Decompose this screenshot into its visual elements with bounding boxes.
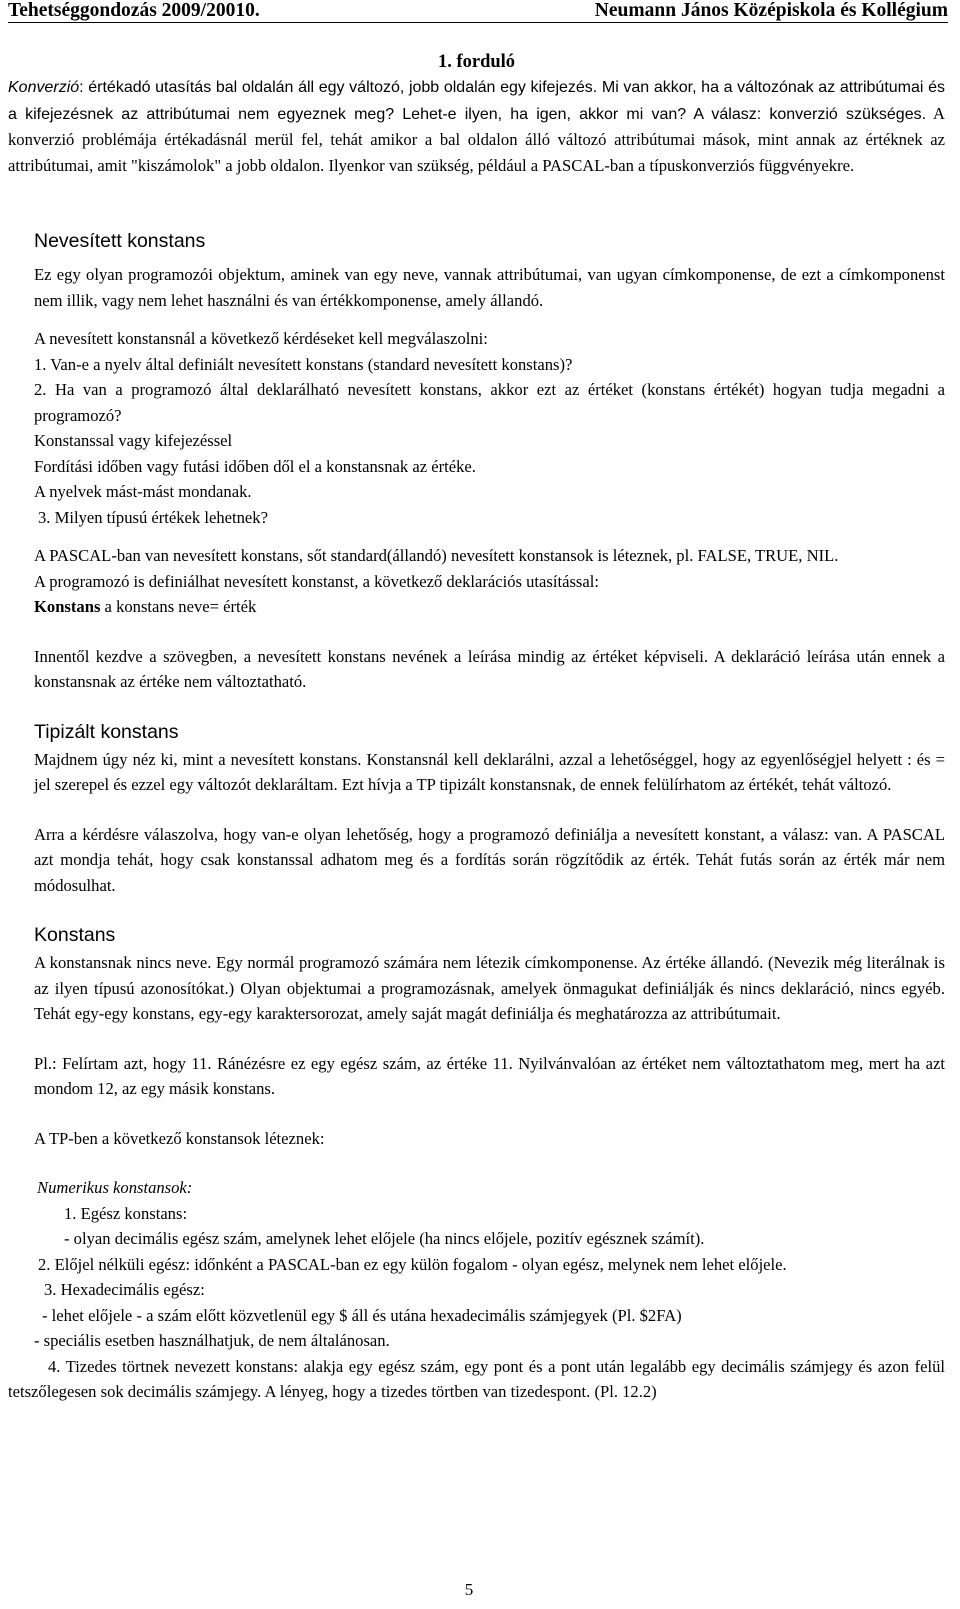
numeric-item-4: 4. Tizedes törtnek nevezett konstans: alakja egy egész szám, egy pont és a pont után legalább egy decimális számjegy és azon felül tetszőlegesen sok decimális számjegy. A lényeg, hogy a tizedes törtben van tizedespont. (Pl. 12.2) [8,1356,945,1401]
intro-paragraph [8,74,945,178]
named-constant-usage: Innentől kezdve a szövegben, a nevesített konstans nevének a leírása mindig az értéket képviseli. A deklaráció leírása után ennek a konstansnak az értéke nem változtatható. [34,646,945,691]
tp-constants-intro: A TP-ben a következő konstansok léteznek: [34,1128,325,1148]
pascal-named-constants: A PASCAL-ban van nevesített konstans, sőt standard(állandó) nevesített konstansok is léteznek, pl. FALSE, TRUE, NIL. [34,546,839,565]
intro-sans-text: : értékadó utasítás bal oldalán áll egy változó, jobb oldalán egy kifejezés. Mi van akkor, ha a változónak az attribútumai és a kifejezésnek az attribútumai nem egyeznek meg? Lehet-e ilyen, ha igen, akkor mi van? A válasz: konverzió szükséges. [8,79,945,123]
numeric-item-3-detail-1: - lehet előjele - a szám előtt közvetlenül egy $ áll és utána hexadecimális számjegyek (Pl. $2FA) [42,1305,682,1325]
page-number: 5 [464,1580,474,1599]
round-title: 1. forduló [437,52,516,72]
numeric-constants-title: Numerikus konstansok: [37,1178,193,1197]
numeric-item-1: 1. Egész konstans: [64,1203,188,1223]
section-heading-named-constant: Nevesített konstans [34,230,206,252]
answer-2-line-2: Fordítási időben vagy futási időben dől el a konstansnak az értéke. [34,456,476,476]
declaration-syntax [8,594,945,620]
numeric-item-3-detail-2: - speciális esetben használhatjuk, de nem általánosan. [34,1331,390,1350]
section-heading-typed-constant: Tipizált konstans [34,720,179,743]
question-3: 3. Milyen típusú értékek lehetnek? [38,507,268,527]
question-1: 1. Van-e a nyelv által definiált nevesített konstans (standard nevesített konstans)? [34,354,573,374]
header-left: Tehetséggondozás 2009/20010. [8,0,260,21]
page-header [8,0,948,23]
declaration-intro: A programozó is definiálhat nevesített konstanst, a következő deklarációs utasítással: [34,571,599,591]
constant-description: A konstansnak nincs neve. Egy normál programozó számára nem létezik címkomponense. Az értéke állandó. (Nevezik még literálnak is az ilyen típusú azonosítókat.) Olyan objektumai a programozásnak, amelyek önmagukat definiálják és nincs deklaráció, nincs egyéb. Tehát egy-egy konstans, egy-egy karaktersorozat, amely saját magát definiálja és meghatározza az attribútumait. [34,953,945,1023]
question-2: 2. Ha van a programozó által deklarálható nevesített konstans, akkor ezt az értéket (konstans értékét) hogyan tudja megadni a programozó? [34,380,945,425]
declaration-keyword: Konstans [34,597,101,616]
intro-term: Konverzió [8,79,80,96]
typed-constant-description: Majdnem úgy néz ki, mint a nevesített konstans. Konstansnál kell deklarálni, azzal a lehetőséggel, hogy az egyenlőségjel helyett : és = jel szerepel és ezzel egy változót deklaráltam. Ezt hívja a TP tipizált konstansnak, de ennek felülírhatom az értékét, tehát változó. [34,749,945,794]
numeric-item-3: 3. Hexadecimális egész: [44,1280,205,1299]
answer-2-line-3: A nyelvek mást-mást mondanak. [34,482,252,501]
questions-intro: A nevesített konstansnál a következő kérdéseket kell megválaszolni: [34,329,488,348]
numeric-item-2: 2. Előjel nélküli egész: időnként a PASCAL-ban ez egy külön fogalom - olyan egész, melynek nem lehet előjele. [38,1254,787,1274]
typed-constant-answer: Arra a kérdésre válaszolva, hogy van-e olyan lehetőség, hogy a programozó definiálja a nevesített konstant, a válasz: van. A PASCAL azt mondja tehát, hogy csak konstanssal adhatom meg és a fordítás során rögzítődik az érték. Tehát futás során az érték már nem módosulhat. [34,824,945,895]
section-heading-constant: Konstans [34,924,116,946]
numeric-item-1-detail: - olyan decimális egész szám, amelynek lehet előjele (ha nincs előjele, pozitív egésznek számít). [64,1229,705,1248]
declaration-rest: a konstans neve= érték [100,597,257,616]
intro-serif-text: A konverzió problémája értékadásnál merül fel, tehát amikor a bal oldalon álló változó attribútumai mások, mint annak az értéknek az attribútumai, amit "kiszámolok" a jobb oldalon. Ilyenkor van szükség, például a PASCAL-ban a típuskonverziós függvényekre. [8,103,945,175]
answer-2-line-1: Konstanssal vagy kifejezéssel [34,431,233,450]
constant-example: Pl.: Felírtam azt, hogy 11. Ránézésre ez egy egész szám, az értéke 11. Nyilvánvalóan az értéket nem változtathatom meg, mert ha azt mondom 12, az egy másik konstans. [34,1053,945,1098]
named-constant-definition: Ez egy olyan programozói objektum, aminek van egy neve, vannak attribútumai, van ugyan címkomponense, de ezt a címkomponenst nem illik, vagy nem lehet használni és van értékkomponense, amely állandó. [34,265,945,310]
document-body [8,50,945,1405]
header-right: Neumann János Középiskola és Kollégium [594,0,948,21]
